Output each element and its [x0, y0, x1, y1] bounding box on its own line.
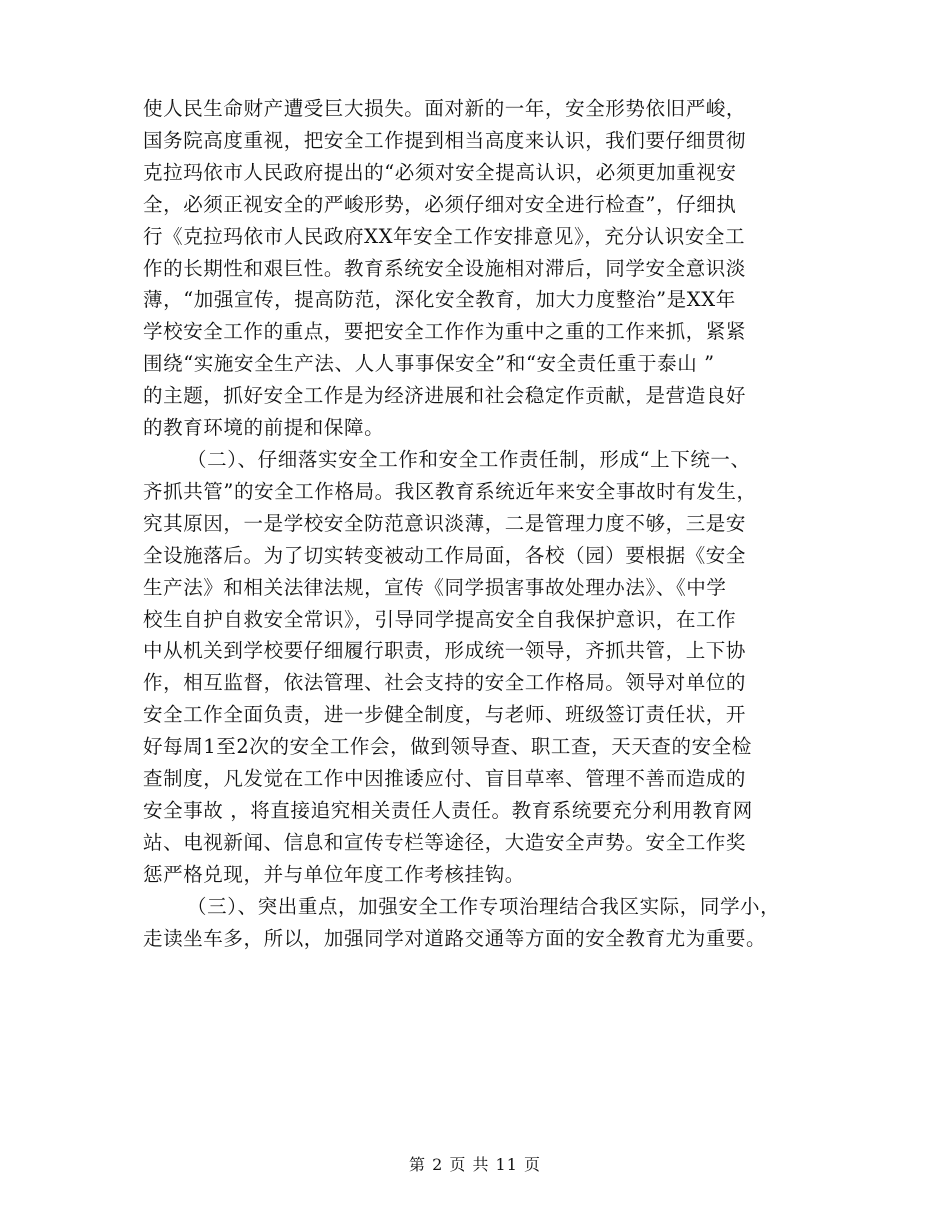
paragraph-3	[143, 891, 823, 955]
text-line: 站、电视新闻、信息和宣传专栏等途径，大造安全声势。安全工作奖	[143, 830, 747, 854]
text-line: 薄，“加强宣传，提高防范，深化安全教育，加大力度整治”是XX年	[143, 288, 736, 312]
document-body	[143, 93, 823, 954]
text-line: 中从机关到学校要仔细履行职责，形成统一领导，齐抓共管，上下协	[143, 639, 747, 663]
text-line: 国务院高度重视，把安全工作提到相当高度来认识，我们要仔细贯彻	[143, 128, 747, 152]
text-line: 好每周1至2次的安全工作会，做到领导查、职工查，天天查的安全检	[143, 735, 752, 759]
text-line: 的教育环境的前提和保障。	[143, 416, 385, 440]
text-line: 究其原因，一是学校安全防范意识淡薄，二是管理力度不够，三是安	[143, 511, 747, 535]
text-line: 走读坐车多，所以，加强同学对道路交通等方面的安全教育尤为重要。	[143, 926, 767, 950]
text-line: 查制度，凡发觉在工作中因推诿应付、盲目草率、管理不善而造成的	[143, 767, 747, 791]
text-line: 围绕“实施安全生产法、人人事事保安全”和“安全责任重于泰山 ”	[143, 352, 715, 376]
text-line: 生产法》和相关法律法规，宣传《同学损害事故处理办法》、《中学	[143, 575, 727, 599]
paragraph-1	[143, 93, 823, 444]
text-line: 使人民生命财产遭受巨大损失。面对新的一年，安全形势依旧严峻，	[143, 97, 747, 120]
text-line: 作的长期性和艰巨性。教育系统安全设施相对滞后，同学安全意识淡	[143, 256, 747, 280]
text-line: 惩严格兑现，并与单位年度工作考核挂钩。	[143, 862, 525, 886]
paragraph-2	[143, 444, 823, 891]
text-line: 的主题，抓好安全工作是为经济进展和社会稳定作贡献，是营造良好	[143, 384, 747, 408]
text-line: （二）、仔细落实安全工作和安全工作责任制，形成“上下统一、	[187, 447, 751, 471]
text-line: 作，相互监督，依法管理、社会支持的安全工作格局。领导对单位的	[143, 671, 747, 695]
text-line: 克拉玛依市人民政府提出的“必须对安全提高认识，必须更加重视安	[143, 160, 737, 184]
page-number-footer: 第 2 页 共 11 页	[409, 1155, 541, 1174]
text-line: 安全工作全面负责，进一步健全制度，与老师、班级签订责任状，开	[143, 703, 747, 727]
text-line: 校生自护自救安全常识》，引导同学提高安全自我保护意识，在工作	[143, 607, 737, 631]
text-line: 齐抓共管”的安全工作格局。我区教育系统近年来安全事故时有发生，	[143, 479, 757, 503]
text-line: 安全事故 ，将直接追究相关责任人责任。教育系统要充分利用教育网	[143, 798, 753, 822]
text-line: 全，必须正视安全的严峻形势，必须仔细对安全进行检查”，仔细执	[143, 192, 737, 216]
text-line: （三）、突出重点，加强安全工作专项治理结合我区实际，同学小，	[187, 894, 781, 918]
text-line: 行《克拉玛依市人民政府XX年安全工作安排意见》，充分认识安全工	[143, 224, 746, 248]
text-line: 学校安全工作的重点，要把安全工作作为重中之重的工作来抓，紧紧	[143, 320, 747, 344]
text-line: 全设施落后。为了切实转变被动工作局面，各校（园）要根据《安全	[143, 543, 747, 567]
